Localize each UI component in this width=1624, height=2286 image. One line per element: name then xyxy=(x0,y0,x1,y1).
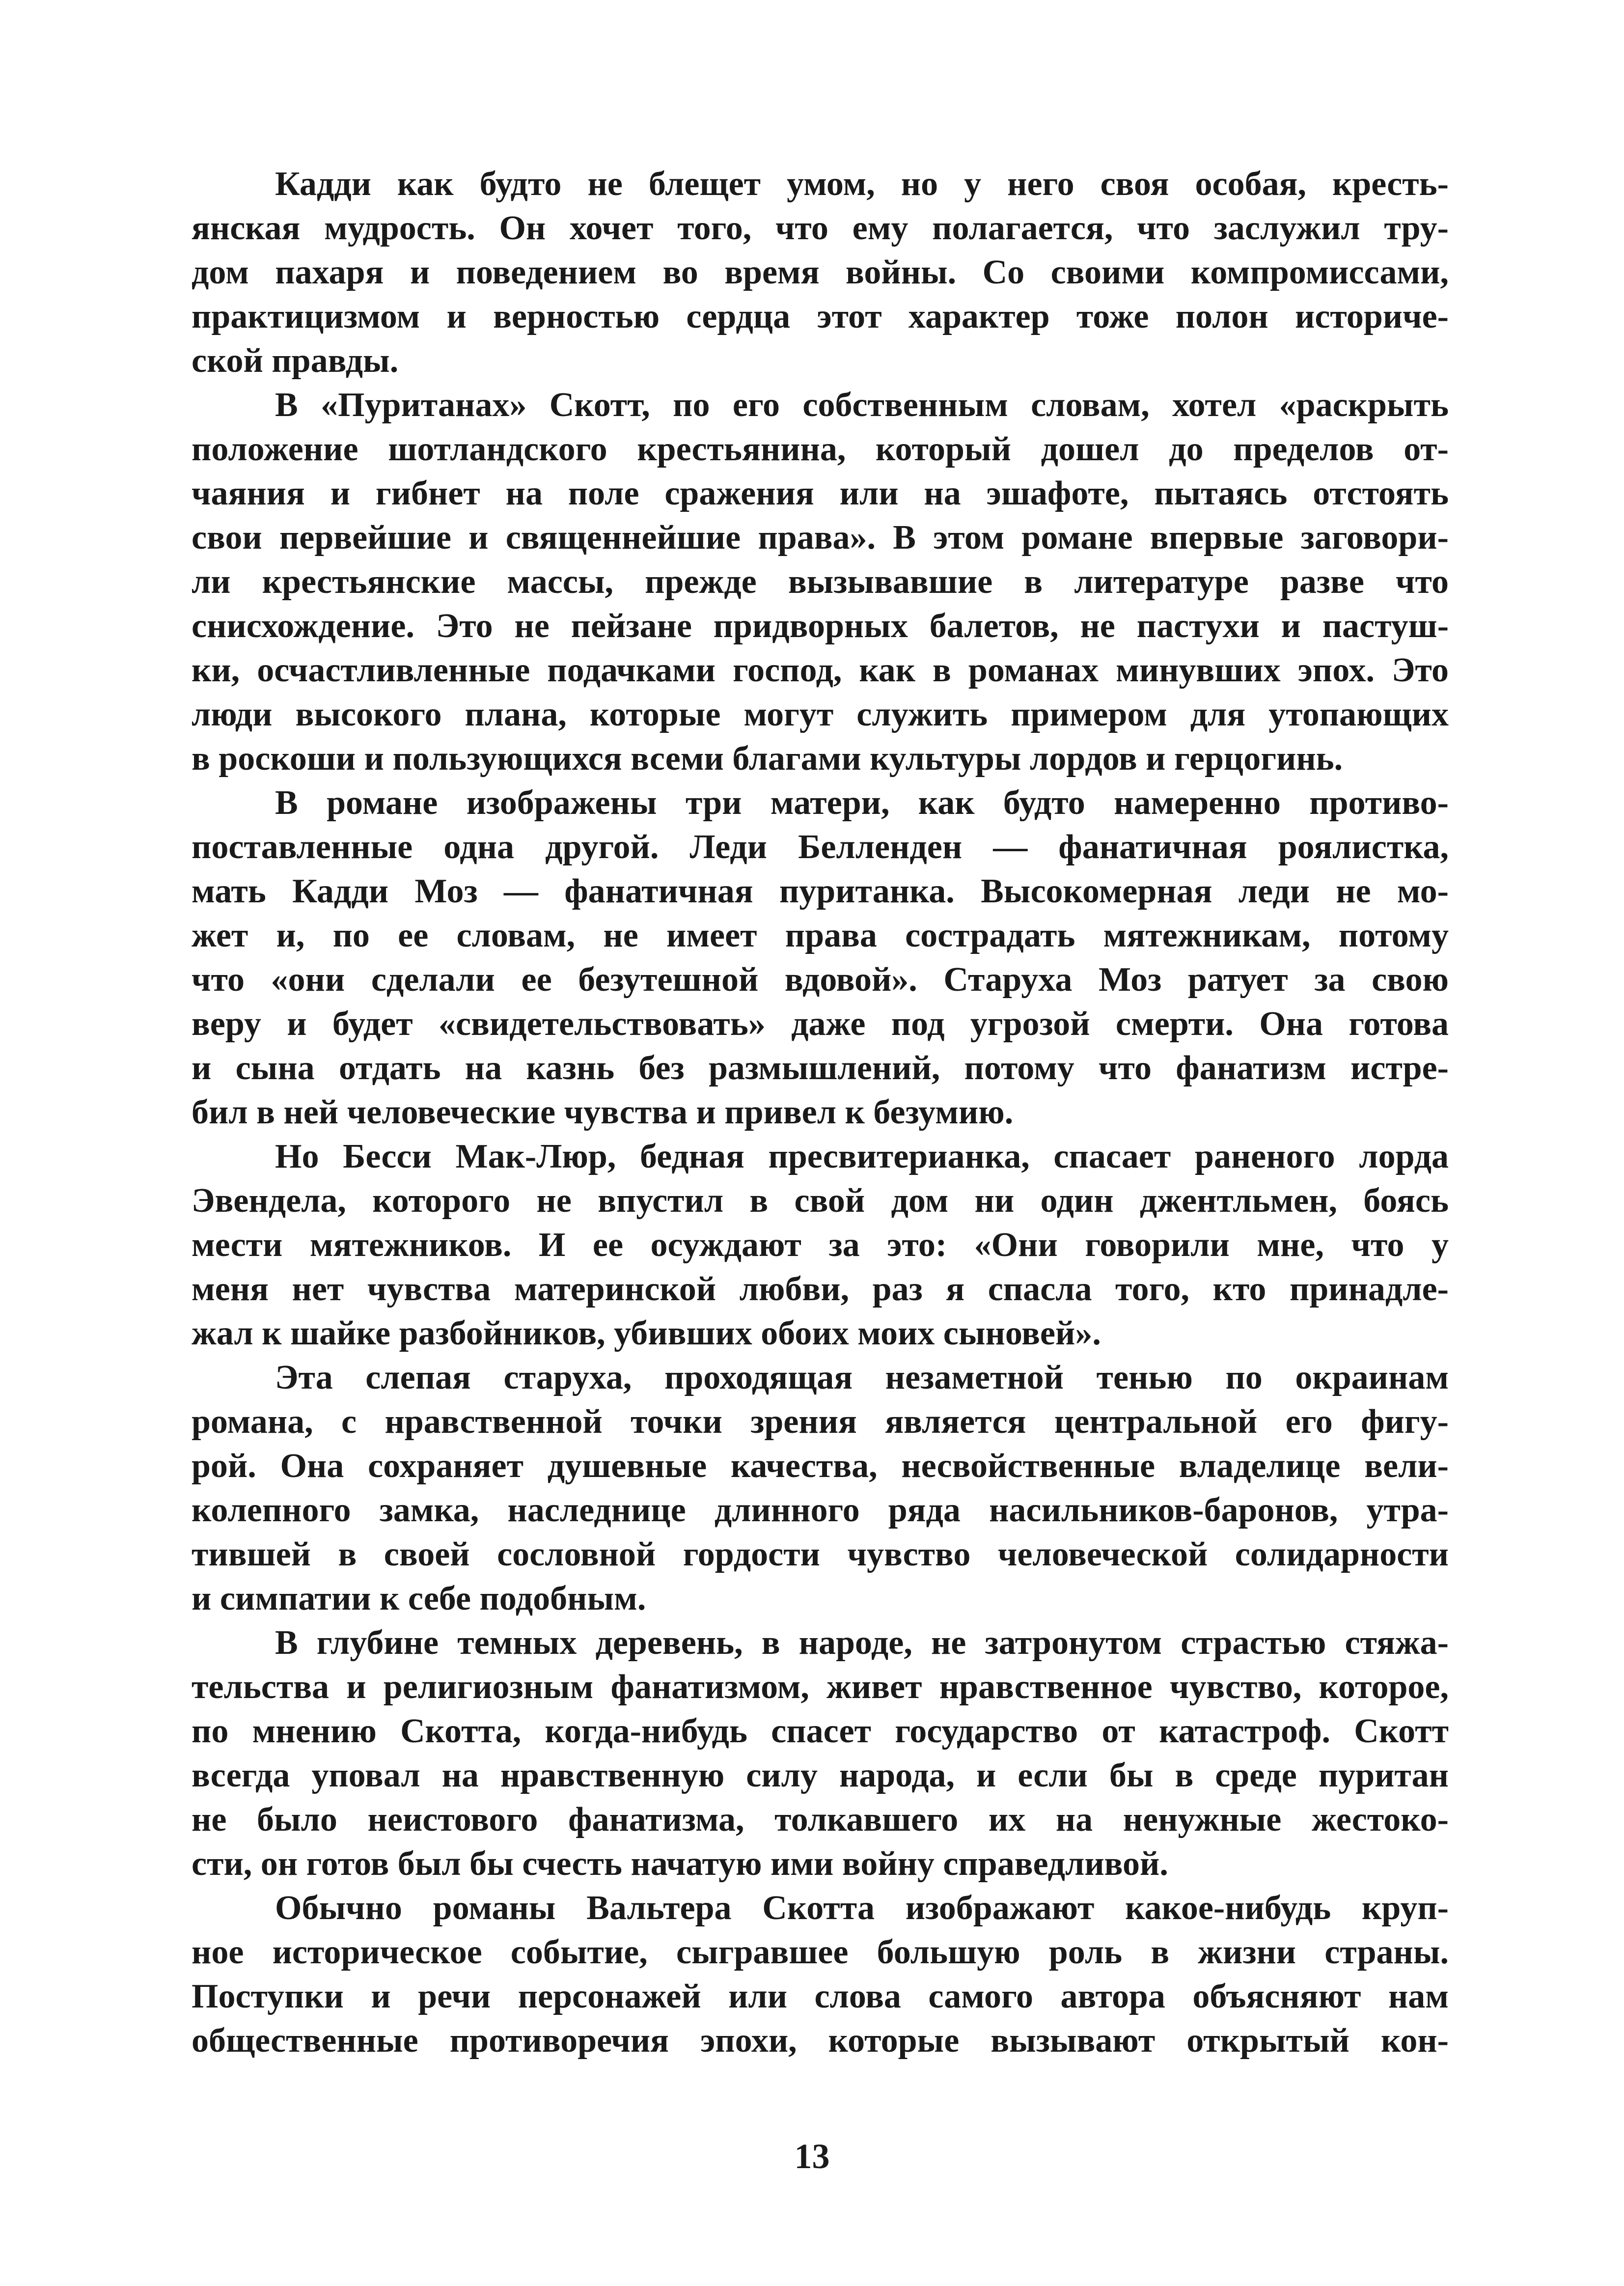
text-line: поставленные одна другой. Леди Белленден — фанатичная роялистка, xyxy=(192,828,1449,866)
text-line: в роскоши и пользующихся всеми благами культуры лордов и герцогинь. xyxy=(192,740,1343,778)
text-line: не было неистового фанатизма, толкавшего их на ненужные жестоко- xyxy=(192,1801,1449,1839)
text-line: Кадди как будто не блещет умом, но у него своя особая, кресть- xyxy=(275,165,1449,203)
text-line: дом пахаря и поведением во время войны. Со своими компромиссами, xyxy=(192,253,1449,291)
paragraph xyxy=(192,162,1449,383)
text-line: Поступки и речи персонажей или слова самого автора объясняют нам xyxy=(192,1978,1449,2015)
text-line: ное историческое событие, сыгравшее большую роль в жизни страны. xyxy=(192,1933,1449,1971)
text-line: люди высокого плана, которые могут служить примером для утопающих xyxy=(192,696,1449,733)
text-line: романа, с нравственной точки зрения является центральной его фигу- xyxy=(192,1403,1449,1441)
text-line: общественные противоречия эпохи, которые вызывают открытый кон- xyxy=(192,2022,1449,2060)
text-line: что «они сделали ее безутешной вдовой». Старуха Моз ратует за свою xyxy=(192,961,1449,999)
text-line: В «Пуританах» Скотт, по его собственным словам, хотел «раскрыть xyxy=(275,386,1449,424)
paragraph xyxy=(192,383,1449,781)
text-line: бил в ней человеческие чувства и привел к безумию. xyxy=(192,1093,1014,1131)
text-line: Эвендела, которого не впустил в свой дом ни один джентльмен, боясь xyxy=(192,1182,1449,1220)
text-line: ли крестьянские массы, прежде вызывавшие в литературе разве что xyxy=(192,563,1449,601)
text-line: ки, осчастливленные подачками господ, как в романах минувших эпох. Это xyxy=(192,651,1449,689)
text-line: снисхождение. Это не пейзане придворных балетов, не пастухи и пастуш- xyxy=(192,607,1449,645)
text-line: по мнению Скотта, когда-нибудь спасет государство от катастроф. Скотт xyxy=(192,1712,1449,1750)
body-text xyxy=(192,162,1449,2063)
paragraph xyxy=(192,1135,1449,1356)
text-line: чаяния и гибнет на поле сражения или на эшафоте, пытаясь отстоять xyxy=(192,474,1449,512)
text-line: всегда уповал на нравственную силу народа, и если бы в среде пуритан xyxy=(192,1756,1449,1794)
text-line: Обычно романы Вальтера Скотта изображают какое-нибудь круп- xyxy=(275,1889,1449,1927)
text-line: мать Кадди Моз — фанатичная пуританка. Высокомерная леди не мо- xyxy=(192,872,1449,910)
text-line: практицизмом и верностью сердца этот характер тоже полон историче- xyxy=(192,298,1449,335)
text-line: В глубине темных деревень, в народе, не затронутом страстью стяжа- xyxy=(275,1624,1449,1662)
text-line: ской правды. xyxy=(192,342,399,380)
text-line: положение шотландского крестьянина, который дошел до пределов от- xyxy=(192,430,1449,468)
text-line: меня нет чувства материнской любви, раз я спасла того, кто принадле- xyxy=(192,1270,1449,1308)
text-line: сти, он готов был бы счесть начатую ими войну справедливой. xyxy=(192,1845,1168,1883)
paragraph xyxy=(192,1356,1449,1621)
text-line: жет и, по ее словам, не имеет права сострадать мятежникам, потому xyxy=(192,917,1449,954)
text-line: Эта слепая старуха, проходящая незаметной тенью по окраинам xyxy=(275,1359,1449,1396)
text-line: тившей в своей сословной гордости чувство человеческой солидарности xyxy=(192,1535,1449,1573)
text-line: Но Бесси Мак-Люр, бедная пресвитерианка, спасает раненого лорда xyxy=(275,1138,1449,1175)
paragraph xyxy=(192,1886,1449,2063)
text-line: и симпатии к себе подобным. xyxy=(192,1580,646,1617)
text-line: мести мятежников. И ее осуждают за это: «Они говорили мне, что у xyxy=(192,1226,1449,1264)
text-line: жал к шайке разбойников, убивших обоих моих сыновей». xyxy=(192,1314,1101,1352)
text-line: В романе изображены три матери, как будто намеренно противо- xyxy=(275,784,1449,822)
text-line: янская мудрость. Он хочет того, что ему полагается, что заслужил тру- xyxy=(192,209,1449,247)
text-line: веру и будет «свидетельствовать» даже под угрозой смерти. Она готова xyxy=(192,1005,1449,1043)
text-line: тельства и религиозным фанатизмом, живет нравственное чувство, которое, xyxy=(192,1668,1449,1706)
text-line: и сына отдать на казнь без размышлений, потому что фанатизм истре- xyxy=(192,1049,1449,1087)
text-line: свои первейшие и священнейшие права». В этом романе впервые заговори- xyxy=(192,519,1449,557)
text-line: рой. Она сохраняет душевные качества, несвойственные владелице вели- xyxy=(192,1447,1449,1485)
text-line: колепного замка, наследнице длинного ряда насильников-баронов, утра- xyxy=(192,1491,1449,1529)
paragraph xyxy=(192,1621,1449,1886)
page-number: 13 xyxy=(794,2137,830,2176)
paragraph xyxy=(192,781,1449,1135)
